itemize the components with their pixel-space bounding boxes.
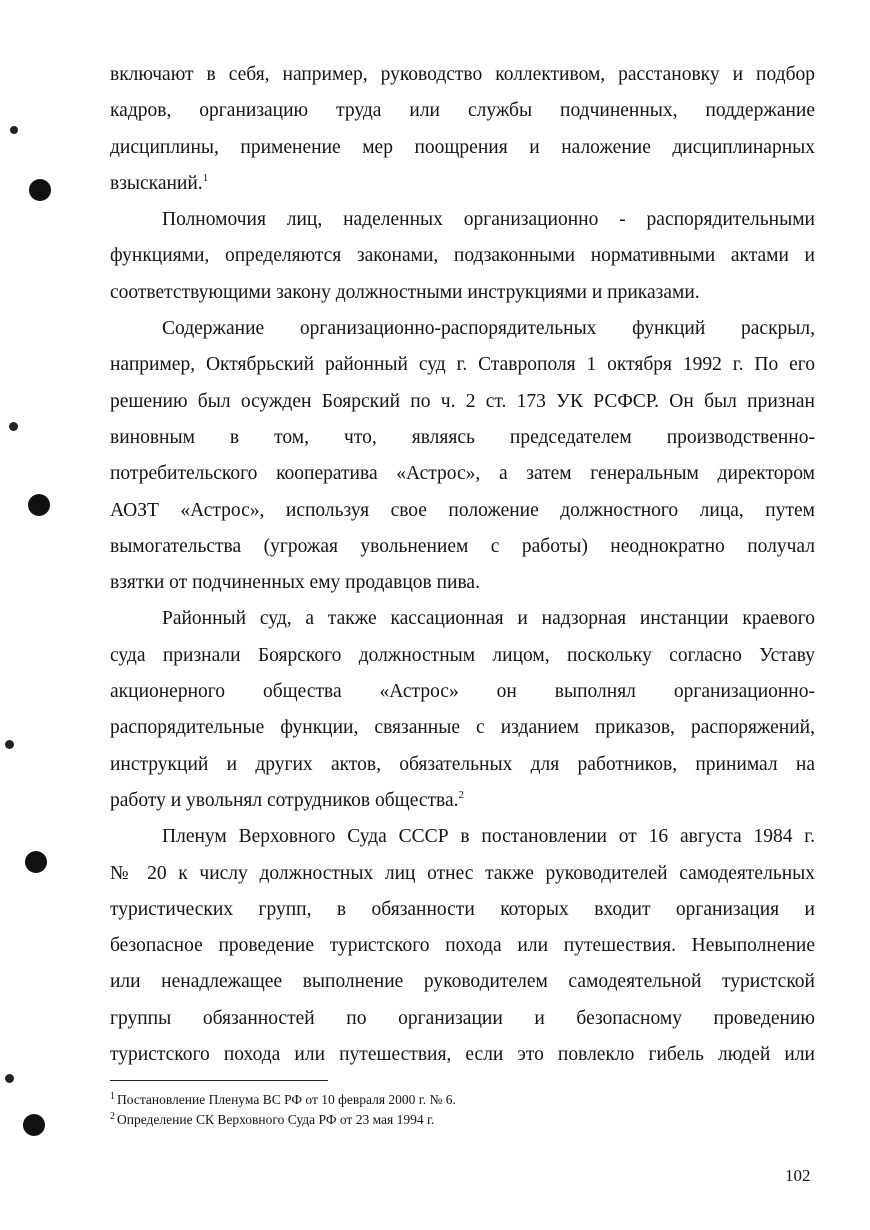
text-line: функциями, определяются законами, подзаконными нормативными актами и [110, 245, 815, 267]
text-line [110, 783, 815, 819]
text-line: группы обязанностей по организации и безопасному проведению [110, 1007, 815, 1029]
text-line: распорядительные функции, связанные с изданием приказов, распоряжений, [110, 717, 815, 739]
text-line: или ненадлежащее выполнение руководителем самодеятельной туристской [110, 971, 815, 993]
footnote [110, 1091, 456, 1108]
text-line: АОЗТ «Астрос», используя свое положение должностного лица, путем [110, 499, 815, 521]
text-line: виновным в том, что, являясь председателем производственно- [110, 426, 815, 448]
paragraph-start-line: Содержание организационно-распорядительных функций раскрыл, [162, 318, 815, 340]
main-text [110, 57, 815, 1073]
punch-hole [25, 851, 47, 873]
text-line [110, 166, 815, 202]
text-line: инструкций и других актов, обязательных для работников, принимал на [110, 753, 815, 775]
text-line: безопасное проведение туристского похода или путешествия. Невыполнение [110, 935, 815, 957]
paragraph-start-line: Районный суд, а также кассационная и надзорная инстанции краевого [162, 608, 815, 630]
scan-speck [10, 126, 18, 134]
punch-hole [23, 1114, 45, 1136]
page-number: 102 [785, 1166, 811, 1185]
punch-hole [28, 494, 50, 516]
text-line: туристского похода или путешествия, если это повлекло гибель людей или [110, 1044, 815, 1066]
footnote-text: Определение СК Верховного Суда РФ от 23 мая 1994 г. [117, 1112, 435, 1127]
footnote-separator [110, 1080, 328, 1081]
footnote-mark: 2 [458, 788, 464, 801]
footnote [110, 1111, 434, 1128]
text-line: решению был осужден Боярский по ч. 2 ст. 173 УК РСФСР. Он был признан [110, 390, 815, 412]
footnote-text: Постановление Пленума ВС РФ от 10 февраля 2000 г. № 6. [117, 1092, 456, 1107]
footnote-number: 2 [110, 1111, 115, 1122]
text-line: потребительского кооператива «Астрос», а затем генеральным директором [110, 463, 815, 485]
text-line: например, Октябрьский районный суд г. Ставрополя 1 октября 1992 г. По его [110, 354, 815, 376]
scan-speck [9, 422, 18, 431]
scan-speck [5, 1074, 14, 1083]
paragraph-start-line: Пленум Верховного Суда СССР в постановлении от 16 августа 1984 г. [162, 826, 815, 848]
text-line: взятки от подчиненных ему продавцов пива. [110, 572, 480, 594]
paragraph-start-line: Полномочия лиц, наделенных организационно - распорядительными [162, 209, 815, 231]
text-line: кадров, организацию труда или службы подчиненных, поддержание [110, 100, 815, 122]
footnote-mark: 1 [202, 171, 209, 184]
text-line: № 20 к числу должностных лиц отнес также руководителей самодеятельных [110, 862, 815, 884]
text-line: вымогательства (угрожая увольнением с работы) неоднократно получал [110, 535, 815, 557]
text-line: дисциплины, применение мер поощрения и наложение дисциплинарных [110, 136, 815, 158]
text-line: включают в себя, например, руководство коллективом, расстановку и подбор [110, 64, 815, 85]
text-line: туристических групп, в обязанности которых входит организация и [110, 898, 815, 920]
text-line: соответствующими закону должностными инструкциями и приказами. [110, 281, 700, 303]
text-line: акционерного общества «Астрос» он выполнял организационно- [110, 681, 815, 703]
scan-speck [5, 740, 14, 749]
text-line-content: работу и увольнял сотрудников общества. [110, 789, 459, 811]
text-line: суда признали Боярского должностным лицом, поскольку согласно Уставу [110, 644, 815, 666]
punch-hole [29, 179, 51, 201]
text-line-content: взысканий. [110, 172, 203, 194]
footnote-number: 1 [110, 1091, 115, 1102]
